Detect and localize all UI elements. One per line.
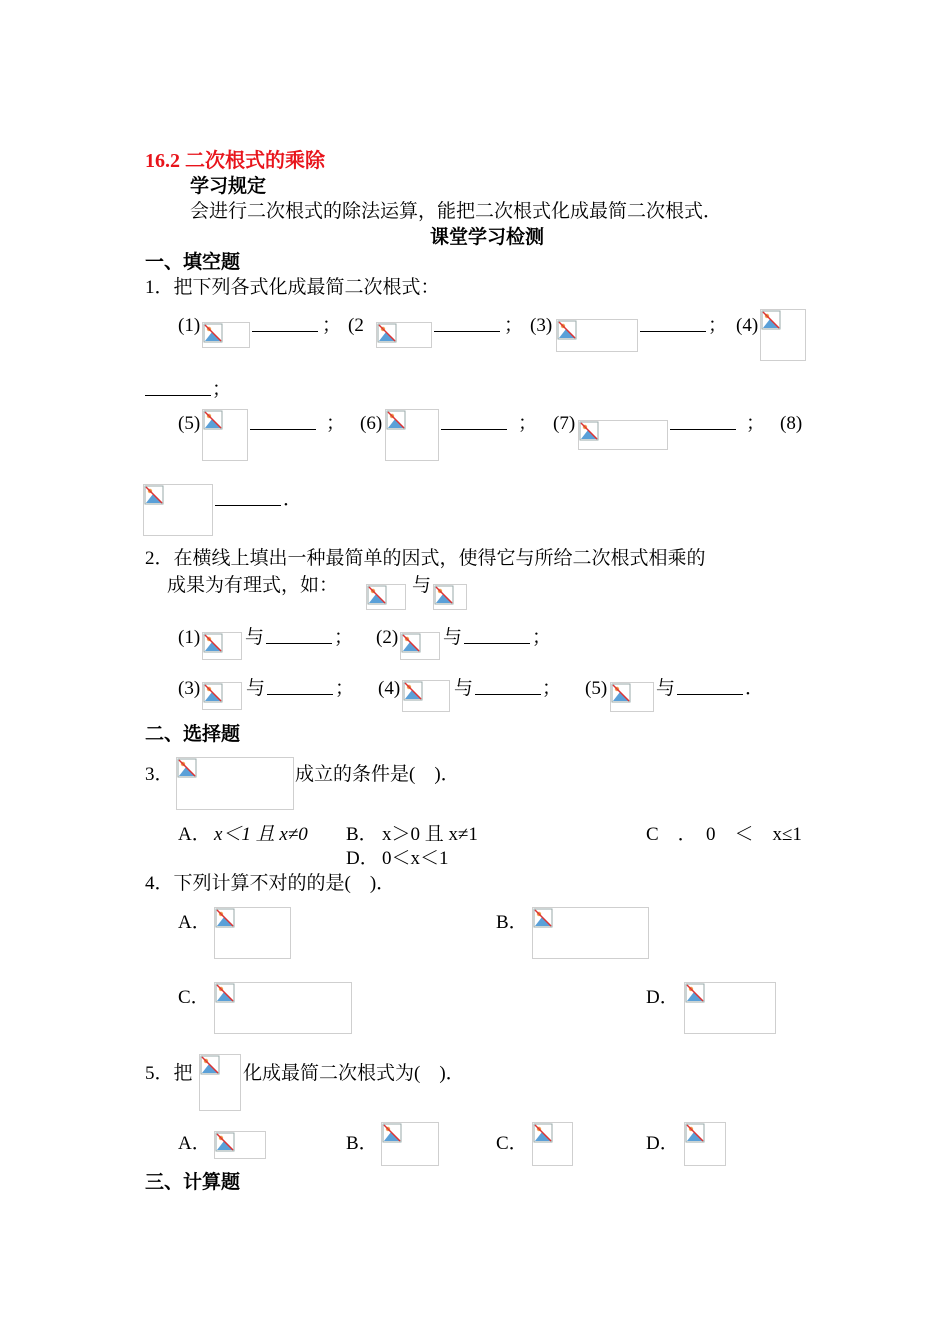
broken-image-icon bbox=[215, 983, 235, 1003]
broken-image-icon bbox=[557, 320, 577, 340]
broken-image-icon bbox=[203, 323, 223, 343]
q3-option-c: 0 ＜ x≤1 bbox=[706, 824, 802, 845]
answer-blank bbox=[441, 413, 507, 436]
q4-option-b-label: B． bbox=[496, 912, 528, 933]
formula-image bbox=[532, 907, 649, 959]
formula-image bbox=[202, 682, 242, 710]
q3-option-b-label: B． bbox=[346, 824, 378, 845]
formula-image bbox=[214, 1131, 266, 1159]
answer-blank bbox=[252, 315, 318, 338]
formula-image bbox=[610, 682, 654, 712]
q1-stem: 1．把下列各式化成最简二次根式： bbox=[145, 277, 440, 298]
q3-option-c-label: C ． bbox=[646, 824, 697, 845]
yu-text: 与 bbox=[656, 678, 676, 699]
broken-image-icon bbox=[685, 1123, 705, 1143]
yu-text: 与 bbox=[245, 627, 265, 648]
broken-image-icon bbox=[144, 485, 164, 505]
broken-image-icon bbox=[203, 410, 223, 430]
formula-image bbox=[376, 322, 432, 348]
q5-stem: 化成最简二次根式为( )． bbox=[243, 1063, 465, 1084]
q1-label-2: (2 bbox=[348, 315, 364, 336]
answer-blank bbox=[670, 413, 736, 436]
q1-label-1: (1) bbox=[178, 315, 201, 336]
formula-image bbox=[760, 309, 806, 361]
q2-label-4: (4) bbox=[378, 678, 401, 699]
formula-image bbox=[556, 319, 638, 352]
end-period: ． bbox=[283, 489, 303, 510]
broken-image-icon bbox=[401, 633, 421, 653]
answer-blank bbox=[434, 315, 500, 338]
yu-text: 与 bbox=[412, 575, 432, 596]
broken-image-icon bbox=[533, 908, 553, 928]
formula-image bbox=[400, 632, 440, 660]
formula-image bbox=[385, 409, 439, 461]
study-text: 会进行二次根式的除法运算，能把二次根式化成最简二次根式． bbox=[190, 201, 723, 222]
q2-stem-line1: 2．在横线上填出一种最简单的因式，使得它与所给二次根式相乘的 bbox=[145, 548, 706, 569]
q5-option-b-label: B． bbox=[346, 1133, 378, 1154]
answer-blank bbox=[266, 627, 332, 650]
broken-image-icon bbox=[403, 681, 423, 701]
broken-image-icon bbox=[203, 683, 223, 703]
answer-blank bbox=[215, 489, 281, 512]
q2-label-5: (5) bbox=[585, 678, 608, 699]
q3-stem: 成立的条件是( )． bbox=[295, 764, 460, 785]
answer-blank bbox=[145, 379, 211, 402]
formula-image bbox=[202, 322, 250, 348]
q4-option-a-label: A． bbox=[178, 912, 211, 933]
broken-image-icon bbox=[215, 1132, 235, 1152]
study-heading: 学习规定 bbox=[190, 176, 267, 197]
formula-image bbox=[143, 484, 213, 536]
broken-image-icon bbox=[203, 633, 223, 653]
q5-option-d-label: D． bbox=[646, 1133, 679, 1154]
broken-image-icon bbox=[177, 758, 197, 778]
yu-text: 与 bbox=[443, 627, 463, 648]
separator: ； bbox=[542, 678, 562, 699]
broken-image-icon bbox=[382, 1123, 402, 1143]
yu-text: 与 bbox=[454, 678, 474, 699]
broken-image-icon bbox=[215, 908, 235, 928]
classroom-heading: 课堂学习检测 bbox=[430, 227, 545, 248]
answer-blank bbox=[677, 678, 743, 701]
separator: ； bbox=[334, 627, 354, 648]
page-title: 16.2 二次根式的乘除 bbox=[145, 150, 325, 172]
q5-option-c-label: C． bbox=[496, 1133, 528, 1154]
separator: ； bbox=[322, 315, 342, 336]
broken-image-icon bbox=[377, 323, 397, 343]
broken-image-icon bbox=[761, 310, 781, 330]
answer-blank bbox=[464, 627, 530, 650]
q4-stem: 4．下列计算不对的的是( )． bbox=[145, 873, 396, 894]
q3-option-b: x＞0 且 x≠1 bbox=[382, 824, 478, 845]
q2-label-3: (3) bbox=[178, 678, 201, 699]
q1-label-7: (7) bbox=[553, 413, 576, 434]
q2-stem-line2: 成果为有理式，如： bbox=[167, 575, 339, 596]
q2-label-2: (2) bbox=[376, 627, 399, 648]
formula-image bbox=[578, 420, 668, 450]
broken-image-icon bbox=[200, 1055, 220, 1075]
broken-image-icon bbox=[367, 585, 387, 605]
formula-image bbox=[214, 982, 352, 1034]
broken-image-icon bbox=[685, 983, 705, 1003]
formula-image bbox=[199, 1054, 241, 1111]
separator: ； bbox=[746, 413, 766, 434]
q4-option-c-label: C． bbox=[178, 987, 210, 1008]
q2-label-1: (1) bbox=[178, 627, 201, 648]
answer-blank bbox=[267, 678, 333, 701]
yu-text: 与 bbox=[246, 678, 266, 699]
formula-image bbox=[202, 632, 242, 660]
formula-image bbox=[532, 1122, 573, 1166]
section-fill-in: 一、填空题 bbox=[145, 252, 241, 273]
separator: ； bbox=[504, 315, 524, 336]
answer-blank bbox=[250, 413, 316, 436]
separator: ； bbox=[212, 379, 232, 400]
separator: ； bbox=[518, 413, 538, 434]
separator: ； bbox=[335, 678, 355, 699]
formula-image bbox=[366, 584, 406, 610]
separator: ； bbox=[532, 627, 552, 648]
separator: ； bbox=[326, 413, 346, 434]
section-choice: 二、选择题 bbox=[145, 724, 241, 745]
q3-option-d: 0＜x＜1 bbox=[382, 848, 449, 869]
formula-image bbox=[684, 982, 776, 1034]
q5-number: 5．把 bbox=[145, 1063, 193, 1084]
q3-option-d-label: D． bbox=[346, 848, 379, 869]
formula-image bbox=[176, 757, 294, 810]
q3-option-a: x＜1 且 x≠0 bbox=[214, 824, 308, 845]
formula-image bbox=[433, 584, 467, 610]
formula-image bbox=[202, 409, 248, 461]
q3-option-a-label: A． bbox=[178, 824, 211, 845]
answer-blank bbox=[640, 315, 706, 338]
formula-image bbox=[214, 907, 291, 959]
broken-image-icon bbox=[579, 421, 599, 441]
broken-image-icon bbox=[434, 585, 454, 605]
broken-image-icon bbox=[386, 410, 406, 430]
q1-label-8: (8) bbox=[780, 413, 803, 434]
q5-option-a-label: A． bbox=[178, 1133, 211, 1154]
broken-image-icon bbox=[611, 683, 631, 703]
formula-image bbox=[381, 1122, 439, 1166]
q4-option-d-label: D． bbox=[646, 987, 679, 1008]
separator: ； bbox=[708, 315, 728, 336]
section-calculation: 三、计算题 bbox=[145, 1172, 241, 1193]
formula-image bbox=[402, 680, 450, 712]
broken-image-icon bbox=[533, 1123, 553, 1143]
q1-label-6: (6) bbox=[360, 413, 383, 434]
q1-label-5: (5) bbox=[178, 413, 201, 434]
end-period: ． bbox=[745, 678, 765, 699]
q1-label-3: (3) bbox=[530, 315, 553, 336]
q1-label-4: (4) bbox=[736, 315, 759, 336]
formula-image bbox=[684, 1122, 726, 1166]
answer-blank bbox=[475, 678, 541, 701]
q3-number: 3． bbox=[145, 764, 174, 785]
